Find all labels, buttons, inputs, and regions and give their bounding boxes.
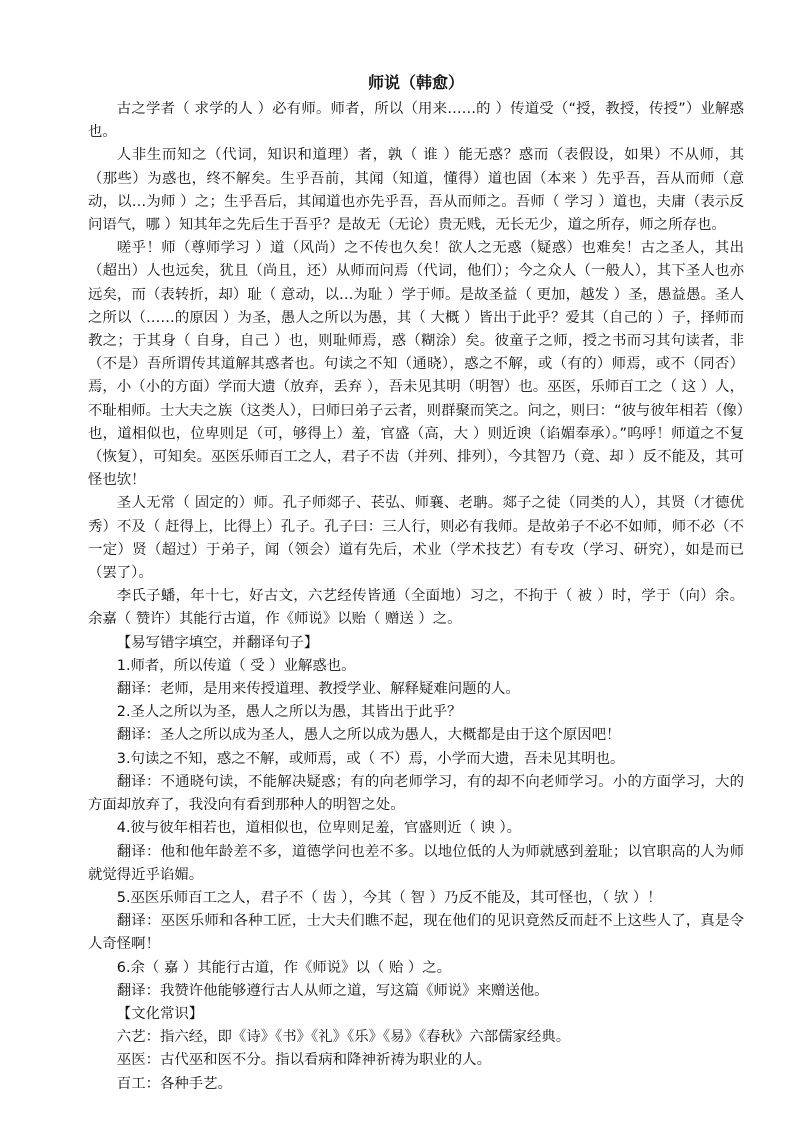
translate-item: 翻译：老师，是用来传授道理、教授学业、解释疑难问题的人。 [116,681,520,698]
culture-item: 百工：各种手艺。 [116,1075,232,1092]
culture-item: 巫医：古代巫和医不分。指以看病和降神祈祷为职业的人。 [116,1052,491,1069]
translate-item: 4.彼与彼年相若也，道相似也，位卑则足羞，官盛则近（ 谀 ）。 [116,820,522,837]
translate-item: 翻译：不通晓句读，不能解决疑惑；有的向老师学习，有的却不向老师学习。小的方面学习，大的方面却放弃了，我没向有看到那种人的明智之处。 [88,773,744,814]
translate-item: 5.巫医乐师百工之人，君子不（ 齿 ），今其（ 智 ）乃反不能及，其可怪也，（ 欤 ）！ [116,889,662,906]
passage-paragraph-3: 嗟乎！师（尊师学习 ）道（风尚）之不传也久矣！欲人之无惑（疑惑）也难矣！古之圣人，其出（超出）人也远矣，犹且（尚且，还）从师而问焉（代词，他们）；今之众人（一般人），其下圣人也亦远矣，而（表转折，却）耻（ 意动，以…为耻 ）学于师。是故圣益（ 更加，越发 ）圣，愚益愚。圣人之所以（……的原因 ）为圣，愚人之所以为愚，其（ 大概 ）皆出于此乎？爱其（自己的 ）子，择师而教之；于其身（ 自身，自己 ）也，则耻师焉，惑（糊涂）矣。彼童子之师，授之书而习其句读者，非（不是）吾所谓传其道解其惑者也。句读之不知（通晓），惑之不解，或（有的）师焉，或不（同否）焉，小（小的方面）学而大遗（放弃，丢弃 ），吾未见其明（明智）也。巫医，乐师百工之（ 这 ）人，不耻相师。士大夫之族（这类人），曰师曰弟子云者，则群聚而笑之。问之，则曰：“彼与彼年相若（像）也，道相似也，位卑则足（可，够得上）羞，官盛（高，大 ）则近谀（谄媚奉承）。”呜呼！师道之不复（恢复），可知矣。巫医乐师百工之人，君子不齿（并列、排列），今其智乃（竟、却 ）反不能及，其可怪也欤！ [88,240,744,489]
page-title: 师说（韩愈） [367,73,464,92]
section-heading-culture: 【文化常识】 [116,1005,204,1022]
culture-item: 六艺：指六经，即《诗》《书》《礼》《乐》《易》《春秋》六部儒家经典。 [116,1029,571,1046]
passage-paragraph-4: 圣人无常（ 固定的）师。孔子师郯子、苌弘、师襄、老聃。郯子之徒（同类的人），其贤（才德优秀）不及（ 赶得上，比得上）孔子。孔子曰：三人行，则必有我师。是故弟子不必不如师，师不必（不一定）贤（超过）于弟子，闻（领会）道有先后，术业（学术技艺）有专攻（学习、研究），如是而已（罢了）。 [88,495,744,582]
translate-item: 翻译：巫医乐师和各种工匠，士大夫们瞧不起，现在他们的见识竟然反而赶不上这些人了，真是令人奇怪啊！ [88,913,744,953]
passage-paragraph-2: 人非生而知之（代词，知识和道理）者，孰（ 谁 ）能无惑？惑而（表假设，如果）不从师，其（那些）为惑也，终不解矣。生乎吾前，其闻（知道，懂得）道也固（本来 ）先乎吾，吾从而师（意动，以…为师 ）之；生乎吾后，其闻道也亦先乎吾，吾从而师之。吾师（ 学习 ）道也，夫庸（表示反问语气，哪 ）知其年之先后生于吾乎？是故无（无论）贵无贱，无长无少，道之所存，师之所存也。 [88,147,744,234]
translate-item: 翻译：他和他年龄差不多，道德学问也差不多。以地位低的人为师就感到羞耻；以官职高的人为师就觉得近乎谄媚。 [88,843,744,883]
translate-item: 2.圣人之所以为圣，愚人之所以为愚，其皆出于此乎？ [116,704,462,721]
translate-item: 3.句读之不知，惑之不解，或师焉，或（ 不）焉，小学而大遗，吾未见其明也。 [116,750,625,767]
section-heading-translate: 【易写错字填空，并翻译句子】 [116,634,319,651]
passage-paragraph-1: 古之学者（ 求学的人 ）必有师。师者，所以（用来……的 ）传道受（“授，教授，传授”）业解惑也。 [88,101,744,141]
passage-paragraph-5: 李氏子蟠，年十七，好古文，六艺经传皆通（全面地）习之，不拘于（ 被 ）时，学于（向）余。余嘉（ 赞许）其能行古道，作《师说》以贻（ 赠送 ）之。 [88,588,744,628]
translate-item: 6.余（ 嘉 ）其能行古道，作《师说》以（ 贻 ）之。 [116,959,452,976]
translate-item: 1.师者，所以传道（ 受 ）业解惑也。 [116,657,356,674]
translate-item: 翻译：圣人之所以成为圣人，愚人之所以成为愚人，大概都是由于这个原因吧！ [116,727,621,744]
document-page [88,70,744,1096]
translate-item: 翻译：我赞许他能够遵行古人从师之道，写这篇《师说》来赠送他。 [116,982,549,999]
